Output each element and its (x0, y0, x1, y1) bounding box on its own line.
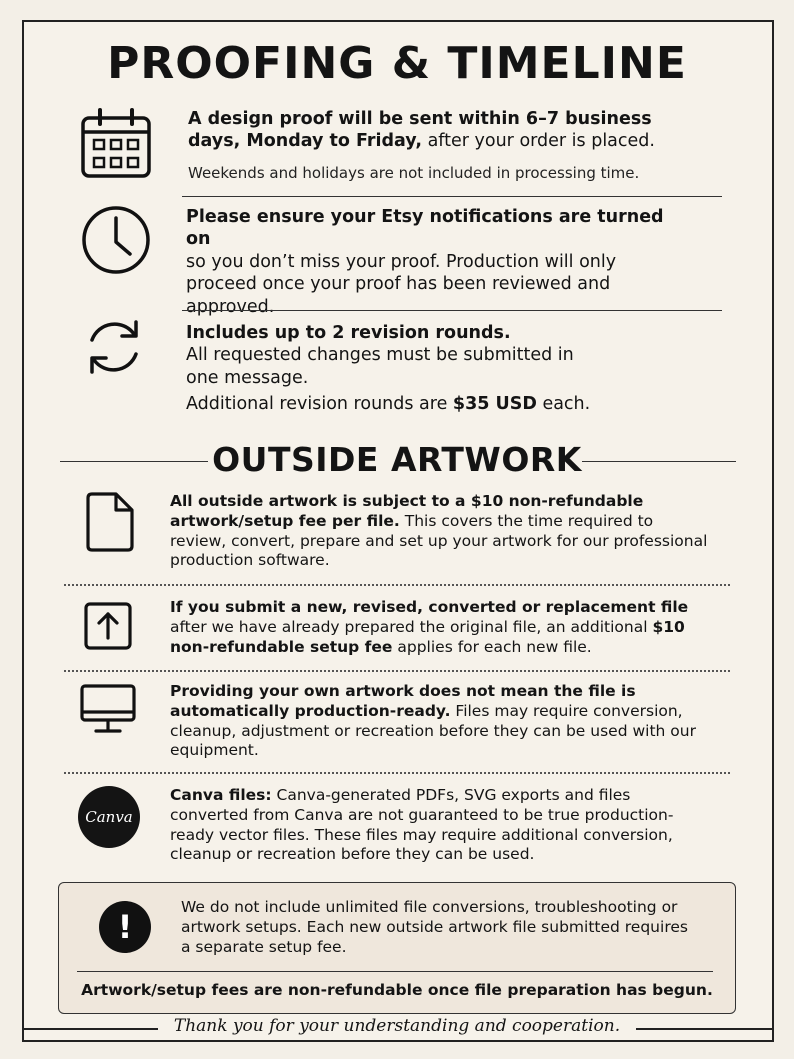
monitor-icon (80, 684, 136, 734)
closing-thanks: Thank you for your understanding and cooperation. (173, 1016, 621, 1036)
closing-rule-right (636, 1028, 774, 1030)
outside-item-2 (170, 598, 690, 657)
proofing-item-1 (188, 108, 708, 153)
outside-item-1 (170, 492, 710, 571)
proofing-item-3-bold: Includes up to 2 revision rounds. (186, 323, 511, 343)
refresh-icon (80, 316, 148, 378)
divider (182, 196, 722, 197)
divider (182, 310, 722, 311)
outside-item-3-rest: Files may require conversion, cleanup, adjustment or recreation before they can be used with our equipment. (170, 701, 696, 760)
section-title: OUTSIDE ARTWORK (212, 440, 582, 479)
section-rule-right (582, 461, 736, 462)
canva-logo-text: Canva (85, 808, 133, 826)
proofing-item-3-line3-post: each. (536, 394, 591, 415)
outside-item-3 (170, 682, 710, 761)
dotted-divider (64, 670, 730, 672)
outside-item-4-bold: Canva files: (170, 786, 272, 804)
page-title: PROOFING & TIMELINE (107, 38, 687, 89)
outside-item-4 (170, 786, 710, 865)
file-icon (84, 492, 136, 554)
upload-icon (84, 602, 132, 650)
notice-box (58, 882, 736, 1014)
outside-item-1-rest: This covers the time required to review, convert, prepare and set up your artwork for our professional production software. (170, 511, 708, 570)
dotted-divider (64, 772, 730, 774)
calendar-icon (80, 108, 152, 180)
outside-item-2-rest: applies for each new file. (392, 637, 592, 656)
notice-text: We do not include unlimited file conversions, troubleshooting or artwork setups. Each new outside artwork file submitted requires a separate setup fee. (181, 898, 688, 957)
canva-logo (78, 786, 140, 848)
outside-item-4-rest: Canva-generated PDFs, SVG exports and files converted from Canva are not guaranteed to be true production-ready vector files. These files may require additional conversion, cleanup or recreation before they can be used. (170, 786, 674, 864)
outside-item-2-bold: If you submit a new, revised, converted or replacement file (170, 598, 689, 616)
proofing-item-1-rest: after your order is placed. (422, 131, 655, 152)
dotted-divider (64, 584, 730, 586)
proofing-item-3-price: $35 USD (452, 394, 537, 415)
proofing-item-3 (186, 322, 606, 416)
clock-icon (80, 204, 152, 276)
proofing-item-2 (186, 206, 666, 318)
proofing-item-3-line2: All requested changes must be submitted in one message. (186, 345, 574, 388)
proofing-item-1-bold: A design proof will be sent within 6–7 business days, Monday to Friday, (188, 109, 652, 152)
proofing-item-2-bold: Please ensure your Etsy notifications are turned on (186, 207, 664, 250)
proofing-item-1-note: Weekends and holidays are not included in processing time. (188, 164, 640, 182)
outside-item-1-bold: All outside artwork is subject to a $10 non-refundable artwork/setup fee per file. (170, 492, 644, 530)
exclamation-icon: ! (99, 901, 151, 953)
outside-item-3-bold: Providing your own artwork does not mean the file is automatically production-ready. (170, 682, 636, 720)
proofing-item-2-rest: so you don’t miss your proof. Production will only proceed once your proof has been reviewed and approved. (186, 251, 617, 317)
outside-item-2-bold2: $10 non-refundable setup fee (170, 617, 685, 656)
proofing-item-3-line3 (186, 393, 606, 415)
proofing-item-3-line3-pre: Additional revision rounds are (186, 394, 453, 415)
notice-footer: Artwork/setup fees are non-refundable once file preparation has begun. (81, 981, 713, 999)
outside-item-2-mid: after we have already prepared the original file, an additional (170, 617, 653, 636)
notice-divider (77, 971, 713, 972)
